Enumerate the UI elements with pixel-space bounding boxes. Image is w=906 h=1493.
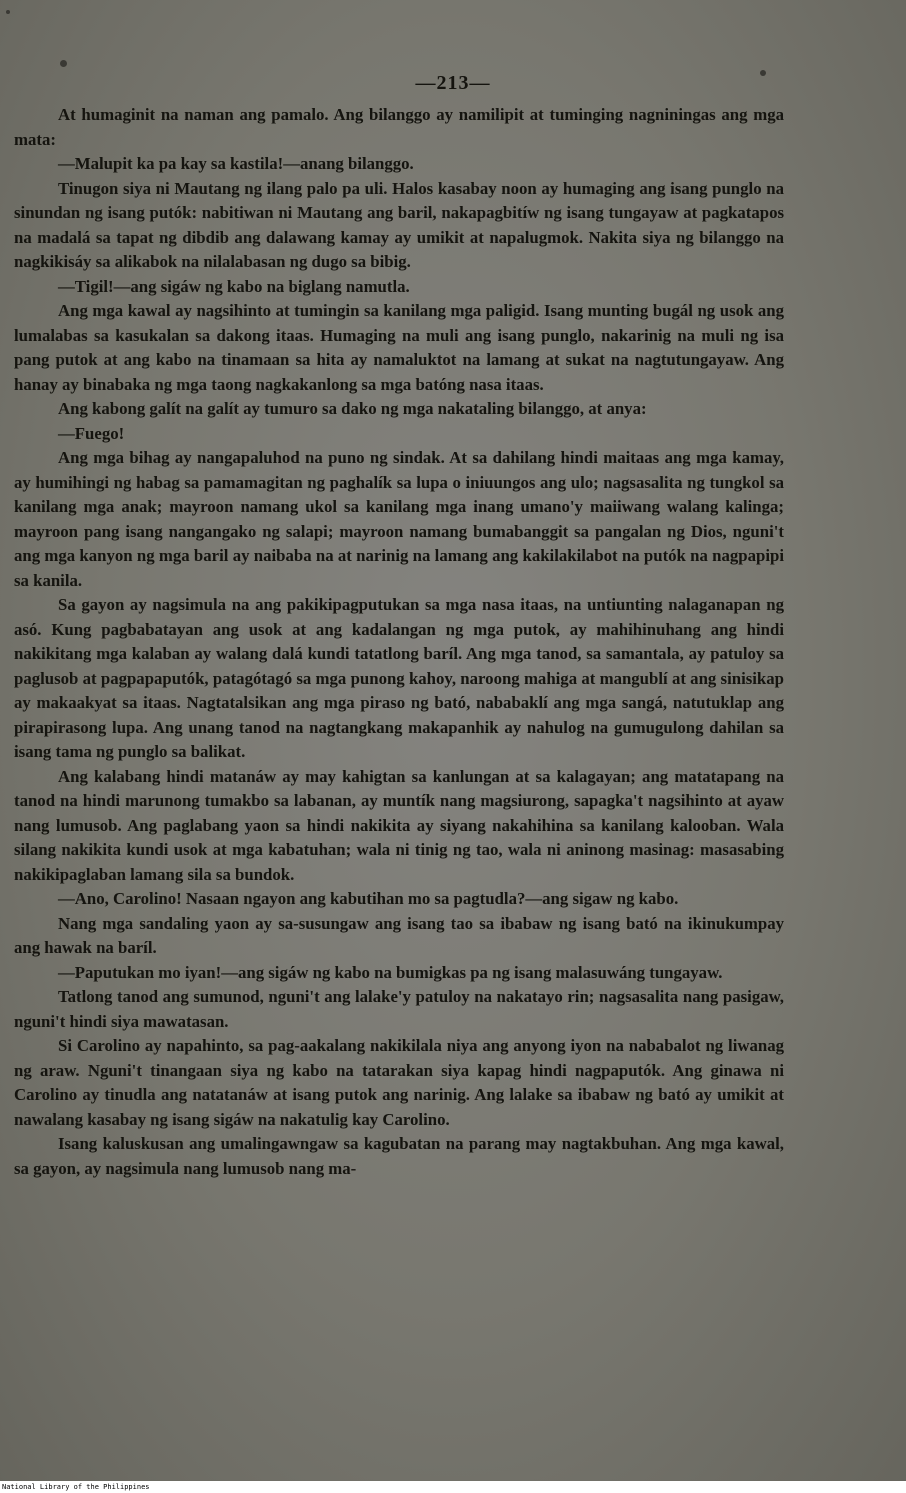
paragraph: —Fuego! (58, 423, 125, 443)
body-text (14, 103, 784, 1181)
page-number: —213— (415, 72, 491, 94)
paragraph: —Tigil!—ang sigáw ng kabo na biglang namutla. (58, 276, 410, 296)
paragraph: —Paputukan mo iyan!—ang sigáw ng kabo na bumigkas pa ng isang malasuwáng tungayaw. (58, 962, 723, 982)
paragraph: Ang kalabang hindi matanáw ay may kahigtan sa kanlungan at sa kalagayan; ang matatapang na tanod na hindi marunong tumakbo sa labanan, ay muntík nang magsiurong, sapagka't nagsihinto at ayaw nang lumusob. Ang paglabang yaon sa hindi nakikita ay siyang nakahihina sa kanilang kalooban. Wala silang nakikita kundi usok at mga kabatuhan; wala ni tinig ng tao, wala ni aninong masinag: masasabing nakikipaglaban lamang sila sa bundok. (14, 766, 784, 884)
paragraph: Ang mga bihag ay nangapaluhod na puno ng sindak. At sa dahilang hindi maitaas ang mga kamay, ay humihingi ng habag sa pamamagitan ng paghalík sa lupa o iniuungos ang ulo; nagsasalita ng tungkol sa kanilang mga anak; mayroon namang ukol sa kanilang mga inang umano'y maiiwang walang kalinga; mayroon pang isang nangangako ng salapi; mayroon namang bumabanggit sa pangalan ng Dios, nguni't ang mga kanyon ng mga baril ay naibaba na at narinig na lamang ang kakilakilabot na putók na nagpapipi sa kanila. (14, 448, 784, 590)
paper-speck (60, 60, 67, 67)
paragraph: Isang kaluskusan ang umalingawngaw sa kagubatan na parang may nagtakbuhan. Ang mga kawal, sa gayon, ay nagsimula nang lumusob nang ma- (14, 1134, 784, 1178)
paragraph: Si Carolino ay napahinto, sa pag-aakalang nakikilala niya ang anyong iyon na nababalot ng liwanag ng araw. Nguni't tinangaan siya ng kabo na tatarakan siya kapag hindi nagpaputók. Ang ginawa ni Carolino ay tinudla ang natatanáw at isang putok ang narinig. Ang lalake sa ibabaw ng bató ay umikit at nawalang kasabay ng isang sigáw na nakatulig kay Carolino. (14, 1036, 784, 1129)
paragraph: At humaginit na naman ang pamalo. Ang bilanggo ay namilipit at tuminging nagniningas ang mga mata: (14, 105, 784, 149)
paragraph: Tatlong tanod ang sumunod, nguni't ang lalake'y patuloy na nakatayo rin; nagsasalita nang pasigaw, nguni't hindi siya mawatasan. (14, 987, 784, 1031)
paragraph: Tinugon siya ni Mautang ng ilang palo pa uli. Halos kasabay noon ay humaging ang isang punglo na sinundan ng isang putók: nabitiwan ni Mautang ang baril, nakapagbitíw ng isang tungayaw at pagkatapos na madalá sa tapat ng dibdib ang dalawang kamay ay umikit at napalugmok. Nakita siya ng bilanggo na nagkikisáy sa alikabok na nilalabasan ng dugo sa bibig. (14, 178, 784, 271)
footer-credit: National Library of the Philippines (2, 1483, 150, 1491)
paragraph: Nang mga sandaling yaon ay sa-susungaw ang isang tao sa ibabaw ng isang bató na ikinukumpay ang hawak na baríl. (14, 913, 784, 957)
footer-bar (0, 1481, 906, 1493)
paragraph: —Ano, Carolino! Nasaan ngayon ang kabutihan mo sa pagtudla?—ang sigaw ng kabo. (58, 889, 679, 908)
paragraph: Sa gayon ay nagsimula na ang pakikipagputukan sa mga nasa itaas, na untiunting nalaganapan ng asó. Kung pagbabatayan ang usok at ang kadalangan ng mga putok, ay mahihinuhang ang hindi nakikitang mga kalaban ay walang dalá kundi tatatlong baríl. Ang mga tanod, sa samantala, ay patuloy sa paglusob at pagpapaputók, patagótagó sa mga punong kahoy, naroong mahiga at mangublí at ang sinisikap ay makaakyat sa itaas. Nagtatalsikan ang mga piraso ng bató, nababaklí ang mga sangá, natutuklap ang pirapirasong lupa. Ang unang tanod na nagtangkang makapanhik ay nahulog na gumugulong dahilan sa isang tama ng punglo sa balikat. (14, 595, 784, 761)
paper-speck (6, 10, 10, 14)
paragraph: Ang mga kawal ay nagsihinto at tumingin sa kanilang mga paligid. Isang munting bugál ng usok ang lumalabas sa kasukalan sa dakong itaas. Humaging na muli ang isang punglo, nakarinig na muli ng isa pang putok at ang kabo na tinamaan sa hita ay namaluktot na lamang at sukat na nagtutungayaw. Ang hanay ay binabaka ng mga taong nagkakanlong sa mga batóng nasa itaas. (14, 301, 784, 394)
paragraph: —Malupit ka pa kay sa kastila!—anang bilanggo. (58, 154, 414, 173)
paragraph: Ang kabong galít na galít ay tumuro sa dako ng mga nakataling bilanggo, at anya: (58, 399, 647, 418)
